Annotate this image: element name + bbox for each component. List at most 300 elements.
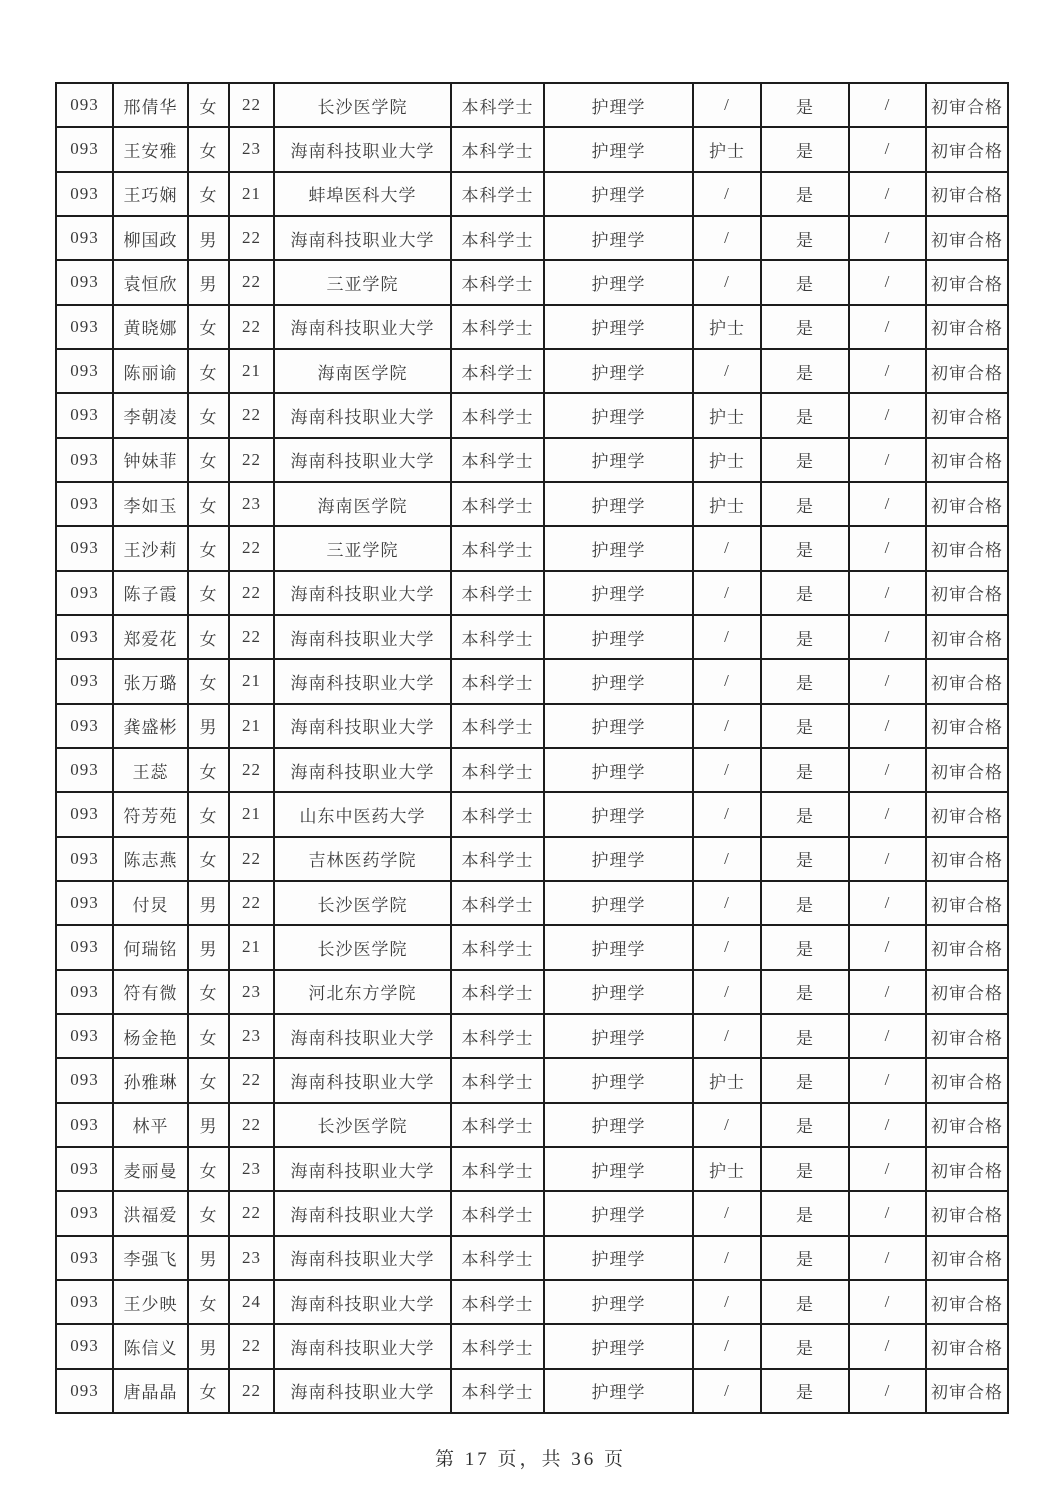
cell-review-status: 初审合格	[927, 616, 1009, 660]
cell-review-status: 初审合格	[927, 1192, 1009, 1236]
table-row	[57, 306, 1009, 350]
table-row	[57, 217, 1009, 261]
cell-school: 山东中医药大学	[275, 793, 452, 837]
cell-school: 吉林医药学院	[275, 838, 452, 882]
cell-major: 护理学	[545, 926, 694, 970]
cell-certificate: /	[694, 217, 762, 261]
cell-applicant-name: 杨金艳	[114, 1015, 189, 1059]
cell-degree: 本科学士	[452, 705, 545, 749]
cell-major: 护理学	[545, 660, 694, 704]
table-row	[57, 1104, 1009, 1148]
cell-gender: 女	[189, 971, 230, 1015]
cell-school: 海南科技职业大学	[275, 1148, 452, 1192]
cell-school: 河北东方学院	[275, 971, 452, 1015]
table-row	[57, 1015, 1009, 1059]
cell-confirm-flag: 是	[762, 527, 850, 571]
cell-school: 海南科技职业大学	[275, 1281, 452, 1325]
cell-certificate: /	[694, 616, 762, 660]
cell-school: 海南科技职业大学	[275, 749, 452, 793]
cell-degree: 本科学士	[452, 1192, 545, 1236]
cell-school: 海南科技职业大学	[275, 616, 452, 660]
table-row	[57, 483, 1009, 527]
table-row	[57, 1192, 1009, 1236]
cell-major: 护理学	[545, 1192, 694, 1236]
cell-remark: /	[850, 261, 927, 305]
cell-degree: 本科学士	[452, 261, 545, 305]
cell-review-status: 初审合格	[927, 926, 1009, 970]
cell-age: 22	[230, 572, 275, 616]
cell-remark: /	[850, 1148, 927, 1192]
cell-confirm-flag: 是	[762, 705, 850, 749]
cell-age: 22	[230, 217, 275, 261]
cell-remark: /	[850, 1325, 927, 1369]
cell-applicant-name: 柳国政	[114, 217, 189, 261]
table-row	[57, 1325, 1009, 1369]
cell-confirm-flag: 是	[762, 261, 850, 305]
cell-confirm-flag: 是	[762, 660, 850, 704]
table-row	[57, 128, 1009, 172]
cell-confirm-flag: 是	[762, 572, 850, 616]
cell-age: 22	[230, 306, 275, 350]
cell-confirm-flag: 是	[762, 1148, 850, 1192]
cell-certificate: 护士	[694, 394, 762, 438]
cell-degree: 本科学士	[452, 749, 545, 793]
cell-school: 海南医学院	[275, 483, 452, 527]
cell-gender: 女	[189, 1370, 230, 1414]
cell-applicant-name: 钟妹菲	[114, 439, 189, 483]
cell-major: 护理学	[545, 882, 694, 926]
cell-age: 22	[230, 1325, 275, 1369]
cell-certificate: 护士	[694, 1059, 762, 1103]
cell-remark: /	[850, 838, 927, 882]
cell-gender: 女	[189, 1059, 230, 1103]
cell-review-status: 初审合格	[927, 128, 1009, 172]
cell-degree: 本科学士	[452, 926, 545, 970]
table-row	[57, 1059, 1009, 1103]
cell-gender: 女	[189, 439, 230, 483]
cell-age: 21	[230, 660, 275, 704]
cell-gender: 女	[189, 483, 230, 527]
cell-major: 护理学	[545, 971, 694, 1015]
table-row	[57, 793, 1009, 837]
cell-confirm-flag: 是	[762, 306, 850, 350]
table-row	[57, 926, 1009, 970]
cell-age: 22	[230, 261, 275, 305]
cell-review-status: 初审合格	[927, 1104, 1009, 1148]
cell-review-status: 初审合格	[927, 173, 1009, 217]
cell-position-code: 093	[57, 84, 114, 128]
cell-certificate: /	[694, 749, 762, 793]
cell-certificate: /	[694, 1370, 762, 1414]
cell-confirm-flag: 是	[762, 84, 850, 128]
cell-confirm-flag: 是	[762, 217, 850, 261]
cell-applicant-name: 王蕊	[114, 749, 189, 793]
cell-confirm-flag: 是	[762, 439, 850, 483]
cell-age: 22	[230, 84, 275, 128]
cell-major: 护理学	[545, 350, 694, 394]
cell-school: 海南科技职业大学	[275, 705, 452, 749]
cell-certificate: /	[694, 350, 762, 394]
cell-certificate: 护士	[694, 439, 762, 483]
cell-position-code: 093	[57, 1325, 114, 1369]
cell-certificate: /	[694, 1325, 762, 1369]
cell-certificate: /	[694, 1237, 762, 1281]
cell-applicant-name: 张万璐	[114, 660, 189, 704]
cell-applicant-name: 邢倩华	[114, 84, 189, 128]
cell-position-code: 093	[57, 838, 114, 882]
table-row	[57, 350, 1009, 394]
cell-school: 海南科技职业大学	[275, 1325, 452, 1369]
cell-degree: 本科学士	[452, 1325, 545, 1369]
cell-degree: 本科学士	[452, 128, 545, 172]
cell-gender: 女	[189, 749, 230, 793]
cell-applicant-name: 李强飞	[114, 1237, 189, 1281]
table-row	[57, 971, 1009, 1015]
table-row	[57, 1148, 1009, 1192]
cell-degree: 本科学士	[452, 527, 545, 571]
cell-age: 22	[230, 882, 275, 926]
table-row	[57, 84, 1009, 128]
cell-degree: 本科学士	[452, 173, 545, 217]
cell-degree: 本科学士	[452, 394, 545, 438]
cell-age: 22	[230, 749, 275, 793]
cell-position-code: 093	[57, 439, 114, 483]
cell-school: 海南科技职业大学	[275, 572, 452, 616]
cell-position-code: 093	[57, 1192, 114, 1236]
cell-certificate: /	[694, 793, 762, 837]
cell-position-code: 093	[57, 1281, 114, 1325]
cell-remark: /	[850, 1370, 927, 1414]
cell-remark: /	[850, 394, 927, 438]
cell-remark: /	[850, 84, 927, 128]
cell-degree: 本科学士	[452, 1281, 545, 1325]
cell-applicant-name: 黄晓娜	[114, 306, 189, 350]
cell-applicant-name: 洪福爱	[114, 1192, 189, 1236]
cell-certificate: /	[694, 882, 762, 926]
cell-certificate: /	[694, 261, 762, 305]
cell-major: 护理学	[545, 439, 694, 483]
cell-applicant-name: 李如玉	[114, 483, 189, 527]
cell-major: 护理学	[545, 572, 694, 616]
cell-major: 护理学	[545, 1148, 694, 1192]
cell-gender: 男	[189, 1237, 230, 1281]
cell-school: 海南科技职业大学	[275, 1059, 452, 1103]
cell-school: 长沙医学院	[275, 882, 452, 926]
cell-certificate: /	[694, 1281, 762, 1325]
cell-remark: /	[850, 572, 927, 616]
cell-age: 23	[230, 1237, 275, 1281]
cell-applicant-name: 陈信义	[114, 1325, 189, 1369]
cell-certificate: /	[694, 926, 762, 970]
cell-age: 22	[230, 1192, 275, 1236]
cell-review-status: 初审合格	[927, 572, 1009, 616]
cell-certificate: 护士	[694, 1148, 762, 1192]
cell-age: 21	[230, 350, 275, 394]
cell-age: 21	[230, 173, 275, 217]
cell-position-code: 093	[57, 1148, 114, 1192]
cell-confirm-flag: 是	[762, 1325, 850, 1369]
cell-age: 23	[230, 1015, 275, 1059]
cell-degree: 本科学士	[452, 84, 545, 128]
cell-gender: 女	[189, 1148, 230, 1192]
cell-applicant-name: 袁恒欣	[114, 261, 189, 305]
cell-degree: 本科学士	[452, 1148, 545, 1192]
cell-position-code: 093	[57, 394, 114, 438]
cell-confirm-flag: 是	[762, 394, 850, 438]
cell-gender: 男	[189, 926, 230, 970]
cell-major: 护理学	[545, 749, 694, 793]
cell-degree: 本科学士	[452, 882, 545, 926]
cell-major: 护理学	[545, 1059, 694, 1103]
cell-major: 护理学	[545, 217, 694, 261]
cell-position-code: 093	[57, 1370, 114, 1414]
cell-review-status: 初审合格	[927, 261, 1009, 305]
cell-applicant-name: 符有微	[114, 971, 189, 1015]
cell-gender: 女	[189, 1192, 230, 1236]
cell-degree: 本科学士	[452, 350, 545, 394]
cell-major: 护理学	[545, 483, 694, 527]
cell-position-code: 093	[57, 483, 114, 527]
cell-confirm-flag: 是	[762, 1059, 850, 1103]
cell-applicant-name: 龚盛彬	[114, 705, 189, 749]
cell-major: 护理学	[545, 616, 694, 660]
cell-confirm-flag: 是	[762, 1370, 850, 1414]
cell-remark: /	[850, 217, 927, 261]
cell-position-code: 093	[57, 1104, 114, 1148]
cell-degree: 本科学士	[452, 217, 545, 261]
cell-gender: 女	[189, 1281, 230, 1325]
cell-school: 海南科技职业大学	[275, 1192, 452, 1236]
cell-applicant-name: 孙雅琳	[114, 1059, 189, 1103]
cell-remark: /	[850, 350, 927, 394]
cell-certificate: 护士	[694, 483, 762, 527]
table-row	[57, 527, 1009, 571]
table-row	[57, 394, 1009, 438]
cell-review-status: 初审合格	[927, 439, 1009, 483]
cell-remark: /	[850, 882, 927, 926]
cell-major: 护理学	[545, 1237, 694, 1281]
cell-school: 海南科技职业大学	[275, 1237, 452, 1281]
cell-gender: 女	[189, 572, 230, 616]
table-row	[57, 1281, 1009, 1325]
cell-position-code: 093	[57, 306, 114, 350]
cell-confirm-flag: 是	[762, 350, 850, 394]
cell-position-code: 093	[57, 572, 114, 616]
cell-gender: 女	[189, 793, 230, 837]
cell-certificate: /	[694, 1015, 762, 1059]
cell-certificate: /	[694, 705, 762, 749]
cell-major: 护理学	[545, 84, 694, 128]
cell-review-status: 初审合格	[927, 971, 1009, 1015]
cell-gender: 男	[189, 705, 230, 749]
cell-gender: 女	[189, 527, 230, 571]
cell-age: 22	[230, 616, 275, 660]
cell-applicant-name: 郑爱花	[114, 616, 189, 660]
cell-confirm-flag: 是	[762, 1237, 850, 1281]
cell-age: 23	[230, 483, 275, 527]
cell-degree: 本科学士	[452, 793, 545, 837]
cell-major: 护理学	[545, 838, 694, 882]
cell-confirm-flag: 是	[762, 1192, 850, 1236]
cell-gender: 女	[189, 128, 230, 172]
cell-confirm-flag: 是	[762, 1015, 850, 1059]
cell-applicant-name: 王巧娴	[114, 173, 189, 217]
cell-review-status: 初审合格	[927, 483, 1009, 527]
cell-review-status: 初审合格	[927, 394, 1009, 438]
table-row	[57, 1370, 1009, 1414]
cell-remark: /	[850, 660, 927, 704]
cell-review-status: 初审合格	[927, 306, 1009, 350]
cell-degree: 本科学士	[452, 483, 545, 527]
cell-certificate: /	[694, 84, 762, 128]
cell-confirm-flag: 是	[762, 971, 850, 1015]
cell-age: 23	[230, 971, 275, 1015]
cell-position-code: 093	[57, 350, 114, 394]
cell-age: 21	[230, 705, 275, 749]
cell-remark: /	[850, 749, 927, 793]
cell-gender: 女	[189, 394, 230, 438]
cell-major: 护理学	[545, 793, 694, 837]
cell-applicant-name: 王少映	[114, 1281, 189, 1325]
table-row	[57, 572, 1009, 616]
table-row	[57, 838, 1009, 882]
cell-certificate: /	[694, 572, 762, 616]
cell-certificate: /	[694, 1192, 762, 1236]
cell-remark: /	[850, 1015, 927, 1059]
cell-school: 长沙医学院	[275, 1104, 452, 1148]
cell-position-code: 093	[57, 971, 114, 1015]
cell-degree: 本科学士	[452, 660, 545, 704]
cell-gender: 女	[189, 173, 230, 217]
cell-remark: /	[850, 173, 927, 217]
cell-remark: /	[850, 705, 927, 749]
cell-certificate: /	[694, 971, 762, 1015]
cell-degree: 本科学士	[452, 439, 545, 483]
cell-age: 24	[230, 1281, 275, 1325]
cell-degree: 本科学士	[452, 1104, 545, 1148]
cell-remark: /	[850, 439, 927, 483]
cell-position-code: 093	[57, 527, 114, 571]
cell-degree: 本科学士	[452, 1370, 545, 1414]
cell-age: 22	[230, 1059, 275, 1103]
table-row	[57, 749, 1009, 793]
cell-review-status: 初审合格	[927, 793, 1009, 837]
cell-major: 护理学	[545, 128, 694, 172]
cell-applicant-name: 李朝凌	[114, 394, 189, 438]
cell-gender: 男	[189, 217, 230, 261]
cell-school: 三亚学院	[275, 261, 452, 305]
cell-age: 23	[230, 1148, 275, 1192]
cell-major: 护理学	[545, 306, 694, 350]
cell-confirm-flag: 是	[762, 1104, 850, 1148]
cell-degree: 本科学士	[452, 1059, 545, 1103]
cell-gender: 女	[189, 350, 230, 394]
page-footer: 第 17 页，共 36 页	[434, 1449, 626, 1470]
cell-degree: 本科学士	[452, 306, 545, 350]
table-row	[57, 439, 1009, 483]
cell-remark: /	[850, 1281, 927, 1325]
cell-major: 护理学	[545, 705, 694, 749]
cell-gender: 女	[189, 616, 230, 660]
cell-degree: 本科学士	[452, 1237, 545, 1281]
cell-major: 护理学	[545, 1325, 694, 1369]
cell-certificate: /	[694, 527, 762, 571]
cell-gender: 女	[189, 838, 230, 882]
table-row	[57, 660, 1009, 704]
applicant-table	[55, 82, 1009, 1414]
cell-position-code: 093	[57, 926, 114, 970]
cell-remark: /	[850, 793, 927, 837]
cell-gender: 女	[189, 1015, 230, 1059]
cell-position-code: 093	[57, 749, 114, 793]
cell-review-status: 初审合格	[927, 838, 1009, 882]
cell-confirm-flag: 是	[762, 926, 850, 970]
table-row	[57, 261, 1009, 305]
cell-school: 海南科技职业大学	[275, 660, 452, 704]
cell-remark: /	[850, 616, 927, 660]
cell-school: 海南科技职业大学	[275, 128, 452, 172]
cell-gender: 女	[189, 84, 230, 128]
cell-position-code: 093	[57, 882, 114, 926]
cell-review-status: 初审合格	[927, 527, 1009, 571]
cell-remark: /	[850, 483, 927, 527]
cell-age: 22	[230, 394, 275, 438]
cell-applicant-name: 陈丽谕	[114, 350, 189, 394]
cell-gender: 女	[189, 306, 230, 350]
cell-review-status: 初审合格	[927, 749, 1009, 793]
cell-review-status: 初审合格	[927, 1325, 1009, 1369]
cell-applicant-name: 何瑞铭	[114, 926, 189, 970]
cell-gender: 女	[189, 660, 230, 704]
cell-gender: 男	[189, 1104, 230, 1148]
cell-review-status: 初审合格	[927, 217, 1009, 261]
table-row	[57, 173, 1009, 217]
table-row	[57, 705, 1009, 749]
cell-major: 护理学	[545, 394, 694, 438]
cell-remark: /	[850, 128, 927, 172]
cell-confirm-flag: 是	[762, 793, 850, 837]
cell-confirm-flag: 是	[762, 882, 850, 926]
cell-review-status: 初审合格	[927, 1370, 1009, 1414]
cell-confirm-flag: 是	[762, 128, 850, 172]
cell-major: 护理学	[545, 1281, 694, 1325]
table-row	[57, 882, 1009, 926]
cell-gender: 男	[189, 1325, 230, 1369]
cell-position-code: 093	[57, 793, 114, 837]
cell-age: 22	[230, 527, 275, 571]
cell-remark: /	[850, 1104, 927, 1148]
cell-confirm-flag: 是	[762, 749, 850, 793]
cell-school: 海南科技职业大学	[275, 306, 452, 350]
cell-position-code: 093	[57, 261, 114, 305]
cell-confirm-flag: 是	[762, 1281, 850, 1325]
cell-review-status: 初审合格	[927, 1015, 1009, 1059]
cell-review-status: 初审合格	[927, 660, 1009, 704]
cell-school: 海南科技职业大学	[275, 1370, 452, 1414]
cell-remark: /	[850, 527, 927, 571]
cell-confirm-flag: 是	[762, 616, 850, 660]
cell-review-status: 初审合格	[927, 84, 1009, 128]
cell-remark: /	[850, 971, 927, 1015]
cell-degree: 本科学士	[452, 838, 545, 882]
cell-age: 22	[230, 1104, 275, 1148]
cell-school: 长沙医学院	[275, 926, 452, 970]
cell-age: 21	[230, 926, 275, 970]
cell-position-code: 093	[57, 128, 114, 172]
table-row	[57, 1237, 1009, 1281]
cell-remark: /	[850, 1237, 927, 1281]
cell-position-code: 093	[57, 173, 114, 217]
